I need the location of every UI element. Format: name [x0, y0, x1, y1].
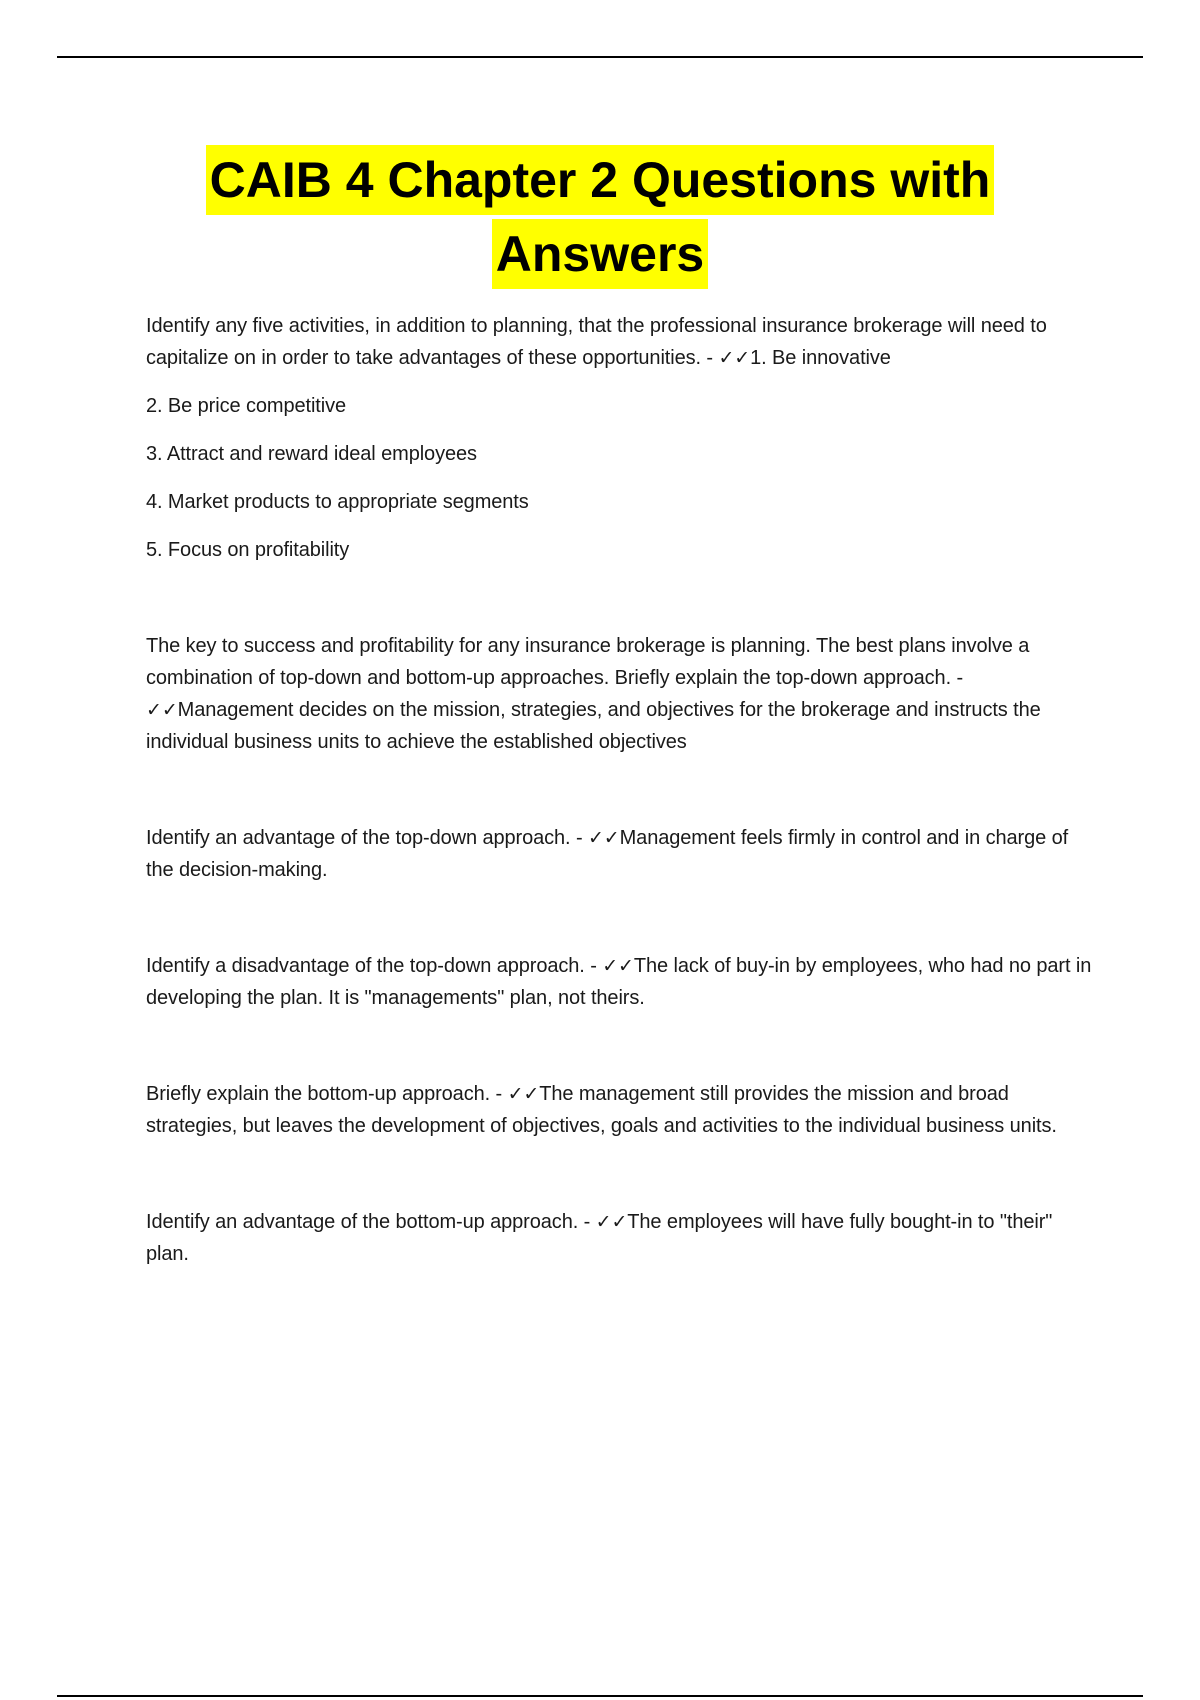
document-title [0, 145, 1200, 289]
title-line-1: CAIB 4 Chapter 2 Questions with [206, 145, 995, 215]
qa-item-6 [146, 1206, 1096, 1270]
answer-text: Management feels firmly in control and in charge of the decision-making. [146, 827, 1069, 881]
answer-text: Management decides on the mission, strategies, and objectives for the brokerage and instructs the individual business units to achieve the established objectives [146, 699, 1041, 753]
list-item: 3. Attract and reward ideal employees [146, 443, 477, 465]
list-item: 5. Focus on profitability [146, 539, 350, 561]
header-rule [57, 56, 1143, 58]
answer-text: The lack of buy-in by employees, who had no part in developing the plan. It is "managements" plan, not theirs. [146, 955, 1092, 1009]
check-marks-icon: ✓✓ [718, 347, 751, 369]
check-marks-icon: ✓✓ [595, 1211, 628, 1233]
list-item: 2. Be price competitive [146, 395, 347, 417]
qa-item-1 [146, 310, 1096, 374]
check-marks-icon: ✓✓ [146, 699, 178, 721]
check-marks-icon: ✓✓ [507, 1083, 540, 1105]
qa-item-2 [146, 630, 1096, 758]
answer-text: The employees will have fully bought-in to "their" plan. [146, 1211, 1053, 1265]
question-text: Briefly explain the bottom-up approach. - [146, 1083, 508, 1105]
question-text: Identify an advantage of the top-down approach. - [146, 827, 588, 849]
qa-content [146, 310, 1096, 1270]
question-text: Identify an advantage of the bottom-up approach. - [146, 1211, 596, 1233]
answer-text: 1. Be innovative [750, 347, 891, 369]
title-line-2: Answers [492, 219, 708, 289]
qa-item-3 [146, 822, 1096, 886]
qa-item-5 [146, 1078, 1096, 1142]
footer-rule [57, 1695, 1143, 1697]
list-item: 4. Market products to appropriate segments [146, 491, 529, 513]
qa-item-4 [146, 950, 1096, 1014]
question-text: Identify a disadvantage of the top-down approach. - [146, 955, 603, 977]
answer-text: The management still provides the mission and broad strategies, but leaves the development of objectives, goals and activities to the individual business units. [146, 1083, 1057, 1137]
check-marks-icon: ✓✓ [602, 955, 634, 977]
check-marks-icon: ✓✓ [587, 827, 620, 849]
question-text: Identify any five activities, in addition to planning, that the professional insurance brokerage will need to capitalize on in order to take advantages of these opportunities. - [146, 315, 1047, 369]
question-text: The key to success and profitability for any insurance brokerage is planning. The best plans involve a combination of top-down and bottom-up approaches. Briefly explain the top-down approach. - [146, 635, 1030, 689]
